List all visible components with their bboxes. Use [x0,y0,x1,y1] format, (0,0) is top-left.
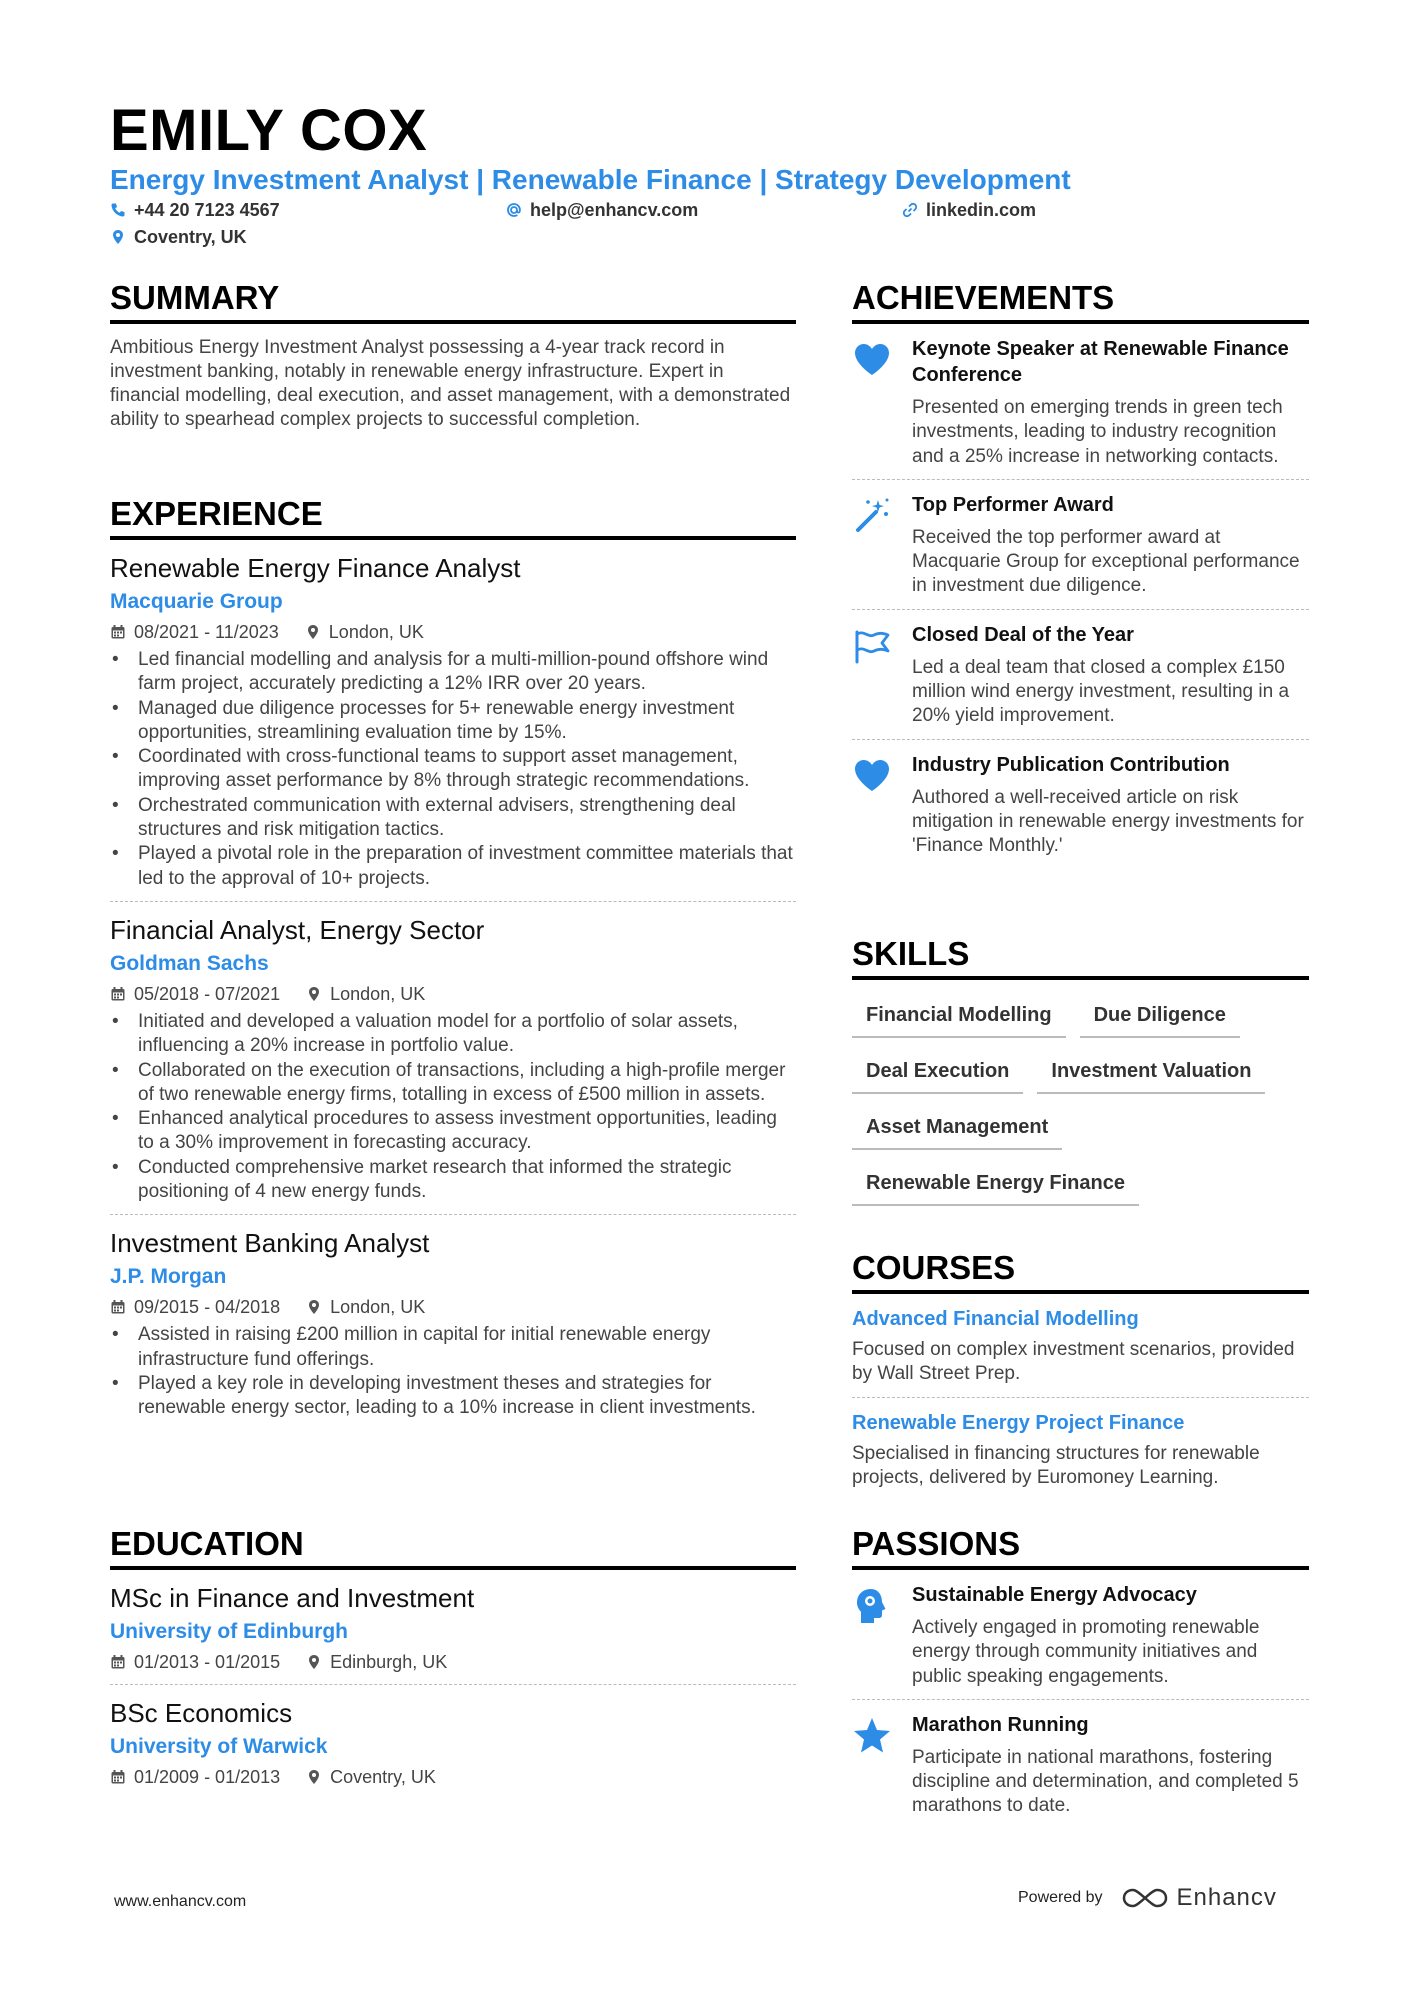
calendar-icon [110,1769,126,1785]
education-location: Coventry, UK [330,1767,436,1787]
location-pin-icon [306,1769,322,1785]
course-title: Renewable Energy Project Finance [852,1411,1185,1434]
job-location: London, UK [330,1297,426,1318]
passions-heading: PASSIONS [852,1524,1309,1570]
contact-linkedin[interactable] [902,198,1036,222]
education-dates: 01/2009 - 01/2013 [134,1767,281,1787]
bullet-item: • Managed due diligence processes for 5+ renewable energy investment opportunities, streamlining evaluation time by 15%. [138,697,796,746]
heart-icon [852,340,892,380]
calendar-icon [110,1299,126,1315]
achievement-desc: Led a deal team that closed a complex £150 million wind energy investment, resulting in a 20% yield improvement. [912,656,1290,727]
infinity-logo-icon [1121,1886,1169,1910]
achievement-title: Top Performer Award [912,493,1114,516]
school-name: University of Warwick [110,1735,328,1758]
course-item [852,1306,1309,1387]
divider [852,739,1309,740]
job-location: London, UK [328,622,424,642]
footer-website[interactable]: www.enhancv.com [114,1893,247,1910]
company-name: Goldman Sachs [110,951,269,975]
job-meta [110,620,796,644]
skill-tag: Renewable Energy Finance [852,1162,1139,1206]
magic-wand-icon [852,496,892,536]
bullet-item: • Orchestrated communication with external advisers, strengthening deal structures and risk mitigation tactics. [138,794,796,843]
divider [110,901,796,902]
bullet-item: • Assisted in raising £200 million in capital for initial renewable energy infrastructure fund offerings. [138,1323,796,1372]
experience-section [110,494,796,1421]
divider [852,609,1309,610]
linkedin-url: linkedin.com [926,200,1037,220]
at-sign-icon [506,202,522,218]
job-entry [110,552,796,891]
job-title: Financial Analyst, Energy Sector [110,914,485,945]
job-dates: 05/2018 - 07/2021 [134,983,281,1004]
skill-tag: Investment Valuation [1037,1050,1265,1094]
flag-icon [852,626,892,666]
divider [852,479,1309,480]
skill-tag: Asset Management [852,1106,1062,1150]
job-meta [110,982,796,1006]
education-location: Edinburgh, UK [330,1652,448,1672]
divider [110,1214,796,1215]
skill-tag: Due Diligence [1080,994,1240,1038]
contact-email[interactable] [506,198,698,222]
courses-section [852,1248,1309,1490]
degree-title: MSc in Finance and Investment [110,1583,475,1613]
achievement-item [852,752,1309,859]
courses-heading: COURSES [852,1248,1309,1294]
skills-section [852,934,1309,1206]
bullet-item: • Played a key role in developing investment theses and strategies for renewable energy sector, leading to a 10% increase in client investments. [138,1372,796,1421]
summary-text: Ambitious Energy Investment Analyst possessing a 4-year track record in investment banking, notably in renewable energy infrastructure. Expert in financial modelling, deal execution, and asset management, with a demonstrated ability to spearhead complex projects to successful completion. [110,337,791,430]
passion-desc: Actively engaged in promoting renewable energy through community initiatives and public speaking engagements. [912,1617,1260,1687]
skills-heading: SKILLS [852,934,1309,980]
skills-list [852,994,1292,1206]
divider [110,1684,796,1685]
job-title: Renewable Energy Finance Analyst [110,553,521,583]
achievement-title: Keynote Speaker at Renewable Finance Conference [912,338,1289,386]
candidate-name: EMILY COX [110,98,428,163]
course-desc: Specialised in financing structures for renewable projects, delivered by Euromoney Learning. [852,1442,1260,1488]
email-address: help@enhancv.com [530,200,699,220]
achievement-item [852,492,1309,599]
bullet-item: • Played a pivotal role in the preparation of investment committee materials that led to the approval of 10+ projects. [138,842,796,891]
calendar-icon [110,624,126,640]
bullet-item: • Conducted comprehensive market research that informed the strategic positioning of 4 new energy funds. [138,1156,796,1205]
job-bullets [110,1323,796,1420]
bullet-item: • Enhanced analytical procedures to assess investment opportunities, leading to a 30% improvement in forecasting accuracy. [138,1107,796,1156]
star-icon [852,1716,892,1756]
head-idea-icon [852,1586,892,1626]
course-desc: Focused on complex investment scenarios, provided by Wall Street Prep. [852,1339,1295,1385]
location-pin-icon [305,624,321,640]
footer-branding [1018,1884,1277,1912]
bullet-item: • Coordinated with cross-functional teams to support asset management, improving asset performance by 8% through strategic recommendations. [138,745,796,794]
passion-desc: Participate in national marathons, fostering discipline and determination, and completed 5 marathons to date. [912,1746,1299,1817]
passions-section [852,1524,1309,1819]
achievements-heading: ACHIEVEMENTS [852,278,1309,324]
skill-tag: Financial Modelling [852,994,1066,1038]
phone-number: +44 20 7123 4567 [134,200,280,220]
heart-icon [852,756,892,796]
link-icon [902,202,918,218]
job-entry [110,914,796,1204]
passion-title: Sustainable Energy Advocacy [912,1584,1197,1606]
bullet-item: • Led financial modelling and analysis for a multi-million-pound offshore wind farm project, accurately predicting a 12% IRR over 20 years. [138,648,796,697]
course-title: Advanced Financial Modelling [852,1308,1139,1330]
education-meta [110,1650,796,1674]
job-title: Investment Banking Analyst [110,1228,430,1259]
divider [852,1397,1309,1398]
contact-phone [110,198,280,222]
contact-location [110,225,247,249]
achievement-desc: Presented on emerging trends in green tech investments, leading to industry recognition and a 25% increase in networking contacts. [912,397,1283,467]
achievements-section [852,278,1309,859]
location-pin-icon [110,229,126,245]
phone-icon [110,202,126,218]
calendar-icon [110,986,126,1002]
job-bullets [110,648,796,891]
location-pin-icon [306,1654,322,1670]
education-entry [110,1582,796,1674]
company-name: Macquarie Group [110,590,283,613]
job-location: London, UK [330,983,426,1004]
powered-by-label: Powered by [1018,1889,1103,1906]
achievement-title: Closed Deal of the Year [912,623,1134,646]
company-name: J.P. Morgan [110,1265,227,1289]
achievement-desc: Authored a well-received article on risk mitigation in renewable energy investments for 'Finance Monthly.' [912,786,1304,857]
job-bullets [110,1010,796,1204]
degree-title: BSc Economics [110,1698,293,1728]
bullet-item: • Collaborated on the execution of transactions, including a high-profile merger of two renewable energy firms, totalling in excess of £500 million in assets. [138,1059,796,1108]
job-dates: 08/2021 - 11/2023 [134,622,279,642]
passion-title: Marathon Running [912,1713,1089,1736]
bullet-item: • Initiated and developed a valuation model for a portfolio of solar assets, influencing a 20% increase in portfolio value. [138,1010,796,1059]
summary-heading: SUMMARY [110,278,796,324]
achievement-item [852,336,1309,469]
education-entry [110,1697,796,1789]
education-meta [110,1765,796,1789]
brand-name: Enhancv [1176,1884,1277,1911]
education-section [110,1524,796,1789]
passion-item [852,1582,1309,1689]
location-pin-icon [306,1299,322,1315]
headline: Energy Investment Analyst | Renewable Finance | Strategy Development [110,164,1071,195]
achievement-desc: Received the top performer award at Macquarie Group for exceptional performance in investment due diligence. [912,526,1300,597]
summary-section [110,278,796,432]
education-dates: 01/2013 - 01/2015 [134,1652,281,1672]
school-name: University of Edinburgh [110,1620,349,1643]
skill-tag: Deal Execution [852,1050,1023,1094]
calendar-icon [110,1654,126,1670]
job-dates: 09/2015 - 04/2018 [134,1297,281,1318]
education-heading: EDUCATION [110,1524,796,1570]
course-item [852,1410,1309,1491]
job-entry [110,1227,796,1420]
achievement-title: Industry Publication Contribution [912,753,1230,776]
job-meta [110,1295,796,1319]
location-text: Coventry, UK [134,227,247,247]
location-pin-icon [306,986,322,1002]
enhancv-logo[interactable] [1121,1884,1277,1912]
passion-item [852,1712,1309,1819]
divider [852,1699,1309,1700]
achievement-item [852,622,1309,729]
experience-heading: EXPERIENCE [110,494,796,540]
